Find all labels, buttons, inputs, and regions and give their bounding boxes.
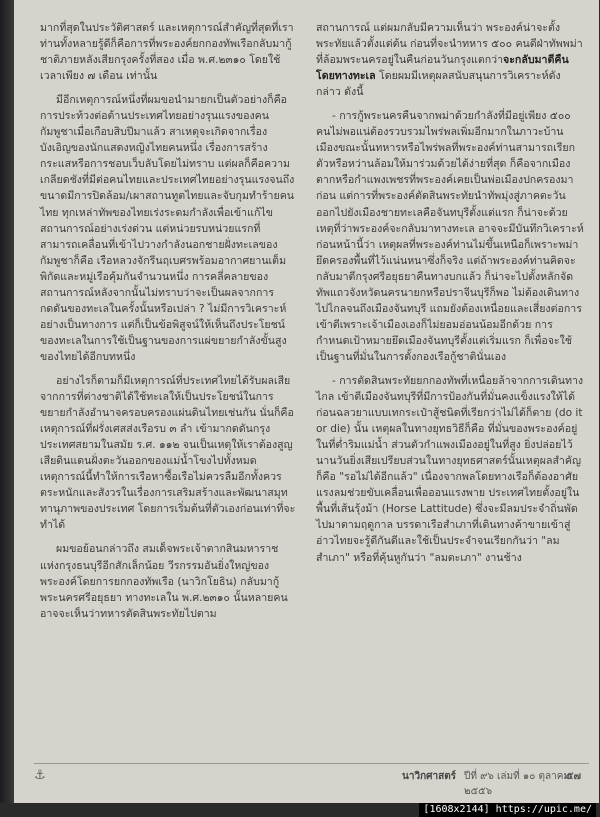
paragraph: ผมขอย้อนกล่าวถึง สมเด็จพระเจ้าตากสินมหาราชแห่งกรุงธนบุรีอีกสักเล็กน้อย วีรกรรมอันยิ่งใหญ่ของพระองค์โดยการยกกองทัพเรือ (นาวิกโยธิน) กลับมากู้พระนครศรีอยุธยา ทางทะเลใน พ.ศ.๒๓๑๐ นั้นหลายคนอาจจะเห็นว่าทหารตัดสินพระทัยไปตาม	[40, 543, 288, 620]
journal-name: นาวิกศาสตร์	[402, 771, 457, 782]
issue-info: ปีที่ ๙๖ เล่มที่ ๑๐ ตุลาคม ๒๕๕๖	[464, 771, 571, 797]
paragraph: มีอีกเหตุการณ์หนึ่งที่ผมขอนำมายกเป็นตัวอย่างก็คือการประท้วงต่อต้านประเทศไทยอย่างรุนแรงของคนกัมพูชาเมื่อเกือบสิบปีมาแล้ว สาเหตุจะเกิดจากเรื่องบังเอิญของนักแสดงหญิงไทยคนหนึ่ง เรื่องการสร้างกระแสหรือการชอบเว็บลับโดยไม่ทราบ แต่ผลก็คือความเกลียดชังที่มีต่อคนไทยและประเทศไทยอย่างรุนแรงจนถึงขนาดมีการปิดล้อม/เผาสถานทูตไทยและจับกุมทำร้ายคนไทย ทุกเหล่าทัพของไทยเร่งระดมกำลังเพื่อเข้าแก้ไขสถานการณ์อย่างเร่งด่วน แต่หน่วยรบหน่วยแรกที่สามารถเคลื่อนที่เข้าไปวางกำลังนอกชายฝั่งทะเลของกัมพูชาก็คือ เรือหลวงจักรีนฤเบศรพร้อมอากาศยานเต็มพิกัดและหมู่เรือคุ้มกันจำนวนหนึ่ง การคลี่คลายของสถานการณ์หลังจากนั้นไม่ทราบว่าจะเป็นผลจากการกดดันของทะเลในครั้งนั้นหรือเปล่า ? ไม่มีการวิเคราะห์อย่างเป็นทางการ แต่ก็เป็นข้อพิสูจน์ให้เห็นถึงประโยชน์ของทะเลในการใช้เป็นฐานของการแผ่ขยายกำลังขั้นสูงของไทยได้อีกบทหนึ่ง	[40, 94, 295, 363]
paragraph: มากที่สุดในประวัติศาสตร์ และเหตุการณ์สำคัญที่สุดที่เราท่านทั้งหลายรู้ดีก็คือการที่พระองค์ยกกองทัพเรือกลับมากู้ชาติภายหลังเสียกรุงครั้งที่สอง เมื่อ พ.ศ.๒๓๑๐ โดยใช้เวลาเพียง ๗ เดือน เท่านั้น	[40, 22, 294, 83]
paragraph-text: สถานการณ์ แต่ผมกลับมีความเห็นว่า พระองค์น่าจะตั้งพระทัยแล้วตั้งแต่ต้น ก่อนที่จะนำทหาร ๕๐๐ คนตีฝ่าทัพพม่าที่ล้อมพระนครอยู่ในคืนก่อนวันกรุงแตกว่า	[316, 22, 583, 67]
left-column	[40, 20, 296, 622]
right-column	[316, 20, 584, 566]
page-footer	[34, 763, 589, 797]
paragraph: - การตัดสินพระทัยยกกองทัพที่เหนื่อยล้าจากการเดินทางไกล เข้าตีเมืองจันทบุรีที่มีการป้องกันที่มั่นคงแข็งแรงให้ได้ก่อนฉลวยาแบบเทกระเป๋าสู้ชนิดที่เรียกว่าไม่ได้ก็ตาย (do it or die) นั้น เหตุผลในทางยุทธวิธีก็คือ ที่มั่นของพระองค์อยู่ในที่ต่ำริมแม่น้ำ ส่วนตัวกำแพงเมืองอยู่ในที่สูง ยิ่งปล่อยไว้นานวันยิ่งเสียเปรียบส่วนในทางยุทธศาสตร์นั้นเหตุผลสำคัญก็คือ "รอไม่ได้อีกแล้ว" เนื่องจากพลโดยทางเรือก็ต้องอาศัยแรงลมช่วยขับเคลื่อนเพื่อออนแรงพาย ประเทศไทยตั้งอยู่ในพื้นที่เส้นรุ้งม้า (Horse Lattitude) ซึ่งจะมีลมประจำถิ่นพัดไปมาตามฤดูกาล บรรดาเรือสำเภาที่เดินทางค้าขายเข้าสู่อ่าวไทยจะรู้ดีกันดีและใช้เป็นประจำจนเรียกกันว่า "ลมสำเภา" หรือที่คุ้นหูกันว่า "ลมตะเภา" งานช้าง	[316, 374, 584, 564]
paragraph	[316, 20, 584, 100]
paragraph: อย่างไรก็ตามก็มีเหตุการณ์ที่ประเทศไทยได้รับผลเสียจากการที่ต่างชาติได้ใช้ทะเลให้เป็นประโยชน์ในการขยายกำลังอำนาจครอบครองแผ่นดินไทยเช่นกัน นั่นก็คือเหตุการณ์ที่ฝรั่งเศสส่งเรือรบ ๓ ลำ เข้ามากดดันกรุงประเทศสยามในสมัย ร.ศ. ๑๑๒ จนเป็นเหตุให้เราต้องสูญเสียดินแดนฝั่งตะวันออกของแม่น้ำโขงไปทั้งหมด เหตุการณ์นี้ทำให้การเรือหาซื้อเรือไม่ควรลืมอีกทั้งควรตระหนักและสังวรในเรื่องการเสริมสร้างและพัฒนาสมุททานุภาพของประเทศ โดยการเริ่มต้นที่ตัวเองก่อนเท่าที่จะทำได้	[40, 374, 296, 532]
anchor-icon: ⚓	[34, 768, 46, 783]
paragraph: - การกู้พระนครคืนจากพม่าด้วยกำลังที่มีอยู่เพียง ๕๐๐ คนไม่พอแน่ต้องรวบรวมไพร่พลเพิ่มอีกมากในภาวะบ้านเมืองขณะนั้นทหารหรือไพร่พลที่พระองค์ท่านสามารถเรียกตัวหรือหว่านล้อมให้มาร่วมด้วยได้ง่ายที่สุด ก็คือจากเมืองตากหรือกำแพงเพชรที่พระองค์เคยเป็นพ่อเมืองปกครองมาก่อน แต่การที่พระองค์ตัดสินพระทัยนำทัพมุ่งสู่ภาคตะวันออกไปยังเมืองชายทะเลคือจันทบุรีตั้งแต่แรก ก็น่าจะด้วยเหตุที่ว่าพระองค์จะกลับมาทางทะเล อาจจะมีบันทึกวิเคราะห์ก่อนหน้านี้ว่า เหตุผลที่พระองค์ท่านไม่ขึ้นเหนือก็เพราะพม่ายึดครองพื้นที่ไว้แน่นหนาซึ่งก็จริง แต่ถ้าพระองค์ท่านคิดจะกลับมาตีกรุงศรีอยุธยาคืนทางบกแล้ว ก็น่าจะไปตั้งหลักจัดทัพแถวจังหวัดนครนายกหรือปราจีนบุรีก็พอ ไม่ต้องเดินทางไปไกลจนถึงเมืองจันทบุรี แถมยังต้องเหนื่อยและเสี่ยงต่อการเข้าตีเพราะเจ้าเมืองเองก็ไม่ยอมอ่อนน้อมอีกด้วย การกำหนดเป้าหมายยึดเมืองจันทบุรีตั้งแต่เริ่มแรก ก็เพื่อจะใช้เป็นฐานที่มั่นในการตั้งกองเรือกู้ชาตินั่นเอง	[316, 110, 584, 363]
paragraph-text-after: โดยผมมีเหตุผลสนับสนุนการวิเคราะห์ดังกล่าว ดังนี้	[316, 70, 561, 99]
image-size-watermark: [1608x2144] https://upic.me/	[419, 803, 596, 817]
magazine-page	[14, 0, 599, 803]
page-number: ๕๗	[565, 771, 581, 782]
emphasis-text: จะกลับมาตีคืนโดยทางทะเล	[316, 54, 569, 83]
page-binding-edge	[0, 0, 14, 803]
